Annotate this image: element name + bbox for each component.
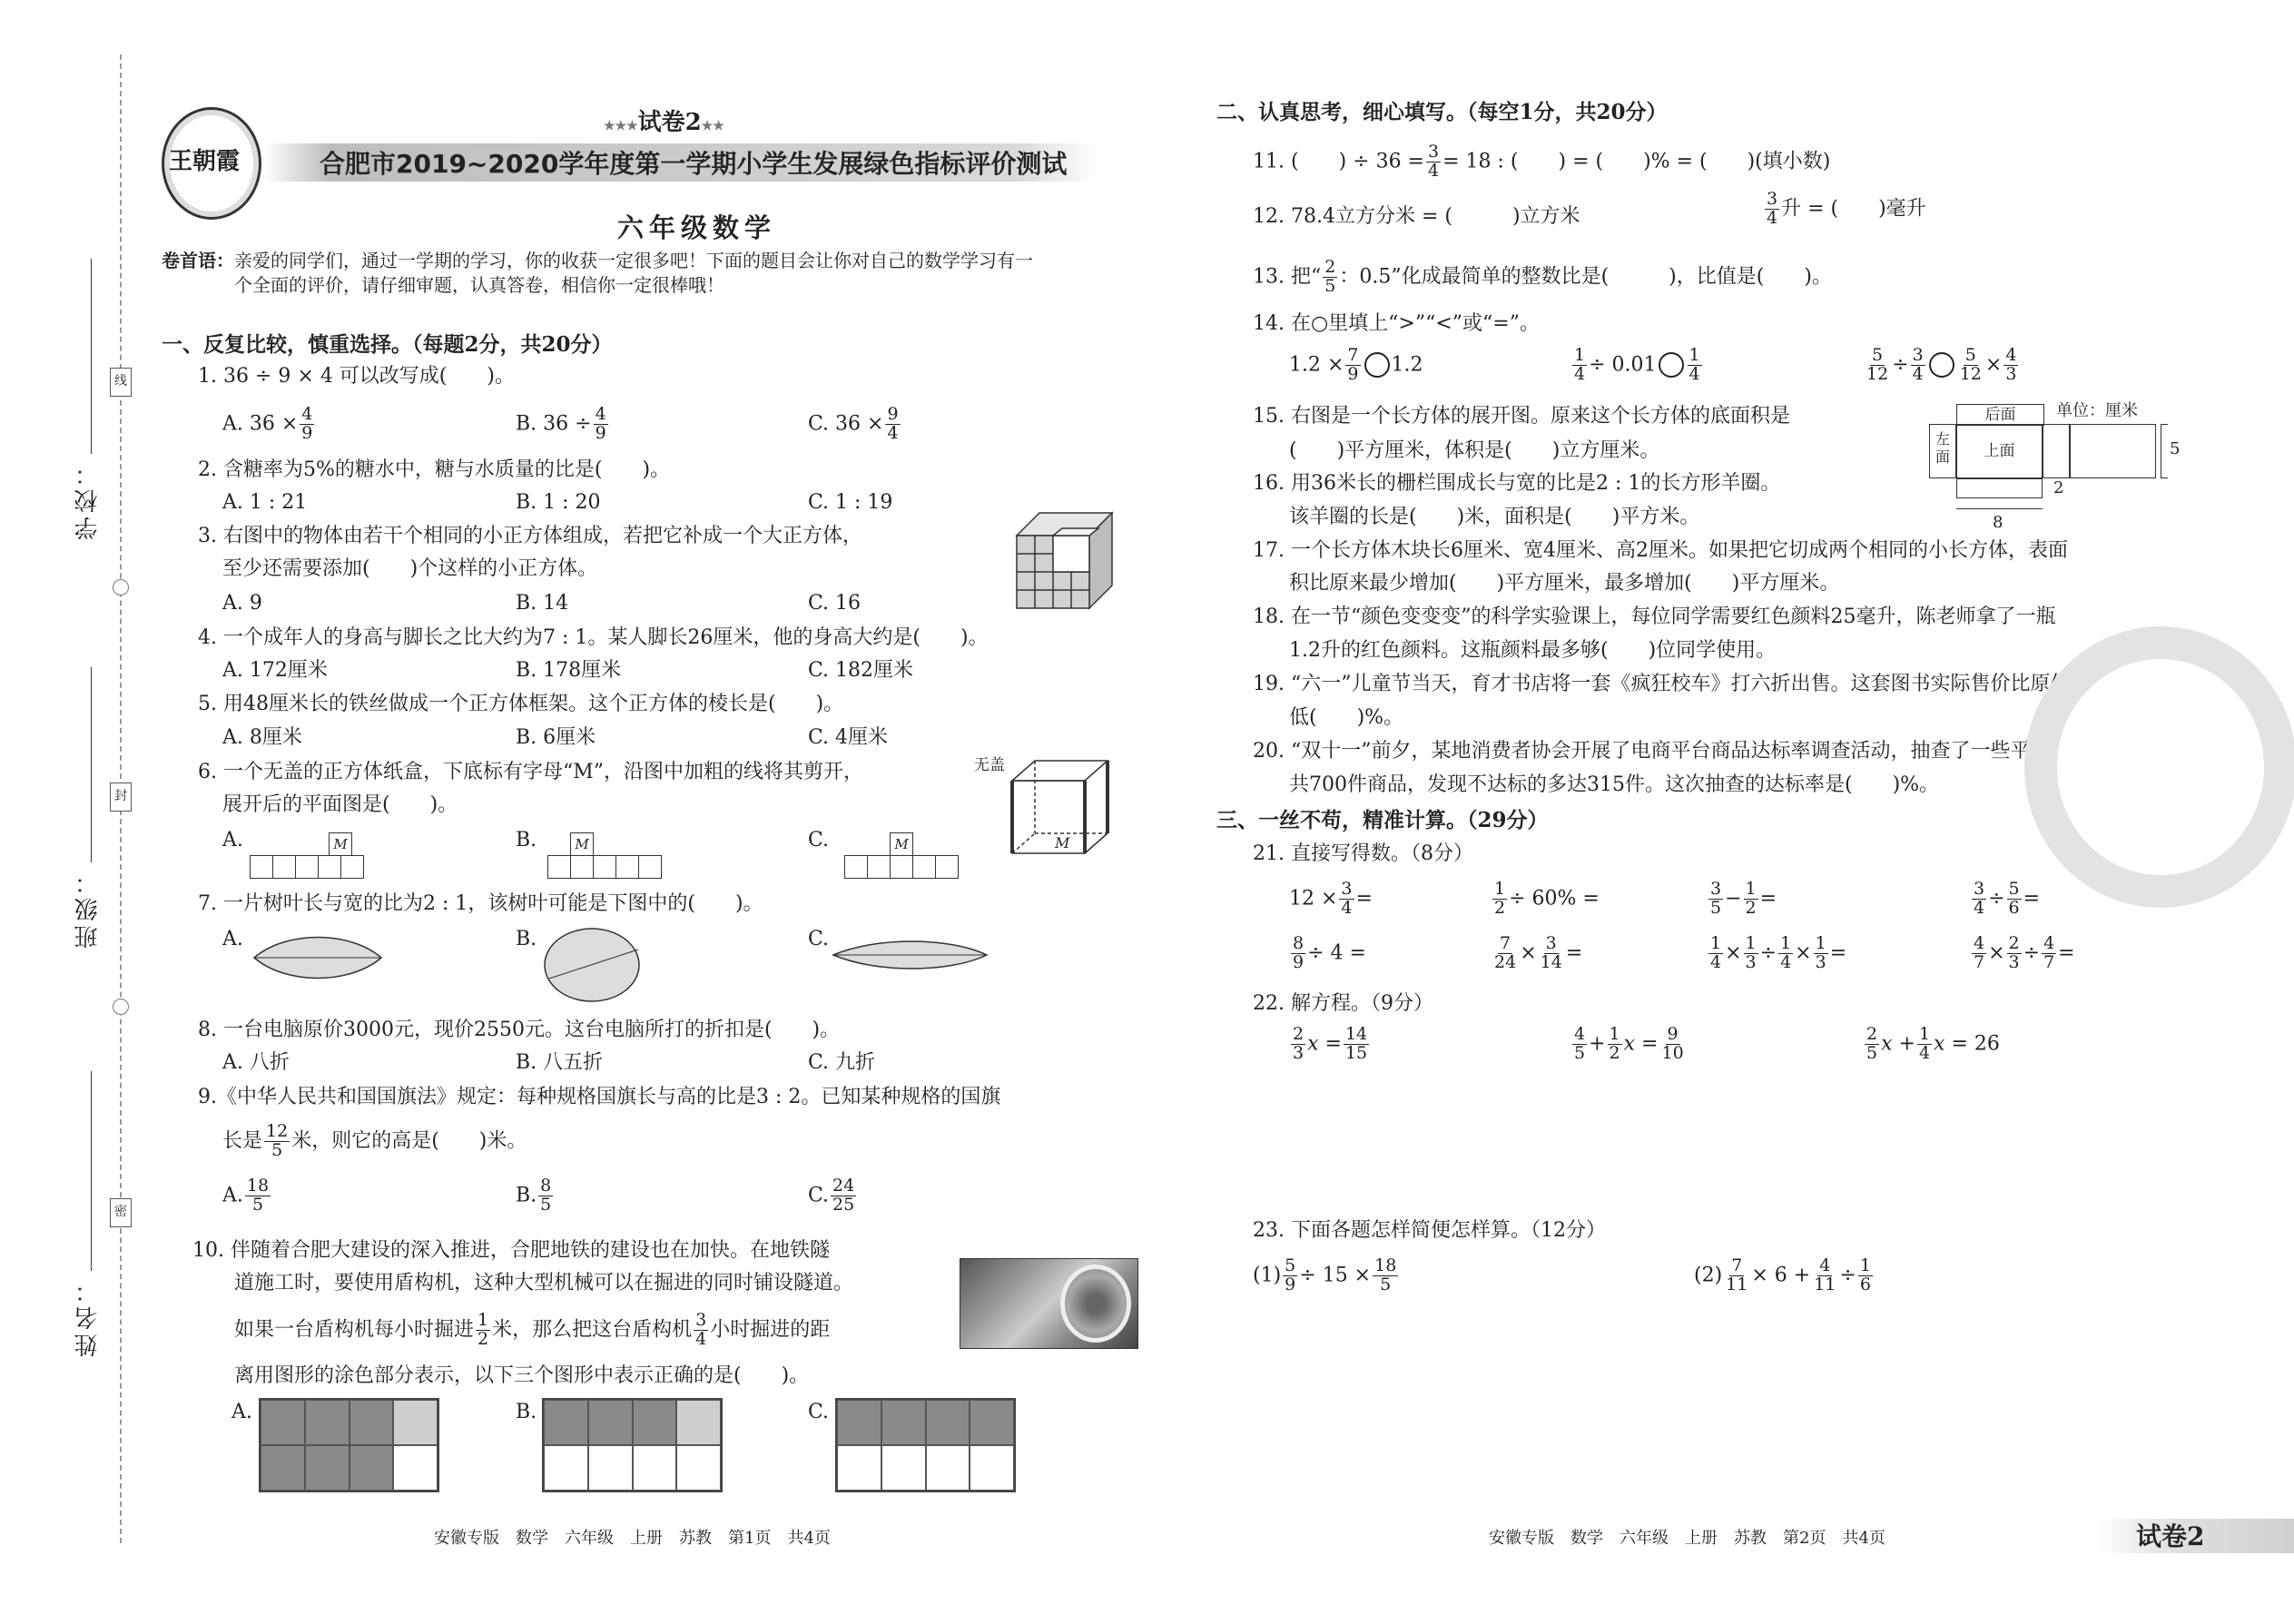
q17-text-2: 积比原来最少增加( )平方厘米，最多增加( )平方厘米。 <box>1289 572 1840 595</box>
q20-text: 20. “双十一”前夕，某地消费者协会开展了电商平台商品达标率调查活动，抽查了一些平台 <box>1253 740 2051 763</box>
q10-grid-c <box>835 1398 1016 1492</box>
q19-text: 19. “六一”儿童节当天，育才书店将一套《疯狂校车》打六折出售。这套图书实际售价比原价 <box>1253 673 2071 695</box>
compare-circle-icon[interactable] <box>1364 352 1390 378</box>
q9-option-a: A. $\frac{18}{5}$ <box>222 1176 270 1215</box>
leaf-a-icon <box>250 930 386 985</box>
q10-grid-a <box>259 1398 439 1492</box>
net-cell <box>912 855 936 879</box>
q14-item-1: 1.2 × $\frac{7}{9}$ 1.2 <box>1289 345 1423 384</box>
q1-option-c: C. 36 × $\frac{9}{4}$ <box>808 404 899 443</box>
net-cell <box>250 855 273 879</box>
q21-item-3: $\frac{3}{5}$ − $\frac{1}{2}$ = <box>1710 879 1777 918</box>
q19-text-2: 低( )%。 <box>1289 706 1404 729</box>
class-label: 班级： <box>74 867 102 949</box>
q2-option-c: C. 1 : 19 <box>808 491 893 514</box>
net-cell <box>935 855 959 879</box>
cube-stack-figure <box>1012 508 1117 613</box>
q5-option-b: B. 6厘米 <box>516 726 596 749</box>
q9-option-c: C. $\frac{24}{25}$ <box>808 1176 855 1215</box>
net-cell <box>318 855 341 879</box>
q12-text: 12. 78.4立方分米 = ( )立方米 <box>1253 205 1580 228</box>
q23-text: 23. 下面各题怎样简便怎样算。（12分） <box>1253 1219 1606 1242</box>
q22-eq-1: $\frac{2}{3}$ x = $\frac{14}{15}$ <box>1293 1024 1368 1063</box>
q7-text: 7. 一片树叶长与宽的比为2 : 1，该树叶可能是下图中的( )。 <box>198 892 763 915</box>
q4-option-c: C. 182厘米 <box>808 659 914 682</box>
q4-text: 4. 一个成年人的身高与脚长之比大约为7 : 1。某人脚长26厘米，他的身高大约是( )。 <box>198 626 989 649</box>
paper-tag: ★★★试卷2★★ <box>604 109 724 136</box>
q9-option-b: B. $\frac{8}{5}$ <box>516 1176 552 1215</box>
q14-item-2: $\frac{1}{4}$ ÷ 0.01 $\frac{1}{4}$ <box>1574 345 1700 384</box>
q22-eq-3: $\frac{2}{5}$ x + $\frac{1}{4}$ x = 26 <box>1866 1024 2000 1063</box>
q5-text: 5. 用48厘米长的铁丝做成一个正方体框架。这个正方体的棱长是( )。 <box>198 693 844 715</box>
binding-mark-seal: 封 <box>110 782 132 812</box>
q10-text: 10. 伴随着合肥大建设的深入推进，合肥地铁的建设也在加快。在地铁隧 <box>192 1239 830 1262</box>
q8-option-b: B. 八五折 <box>516 1051 604 1074</box>
q21-item-8: $\frac{4}{7}$ × $\frac{2}{3}$ ÷ $\frac{4}{7}$ = <box>1974 933 2075 972</box>
q23-item-1: (1) $\frac{5}{9}$ ÷ 15 × $\frac{18}{5}$ <box>1253 1255 1397 1294</box>
q21-item-5: $\frac{8}{9}$ ÷ 4 = <box>1293 933 1366 972</box>
q14-item-3: $\frac{5}{12}$ ÷ $\frac{3}{4}$ $\frac{5}{12}$ × $\frac{4}{3}$ <box>1866 345 2017 384</box>
q18-text-2: 1.2升的红色颜料。这瓶颜料最多够( )位同学使用。 <box>1289 639 1777 662</box>
dim-2-label: 2 <box>2053 478 2064 497</box>
q3-text-2: 至少还需要添加( )个这样的小正方体。 <box>222 557 598 580</box>
net-cell <box>844 855 868 879</box>
q1-text: 1. 36 ÷ 9 × 4 可以改写成( )。 <box>198 365 515 388</box>
q6-text-2: 展开后的平面图是( )。 <box>222 793 458 816</box>
q21-item-6: $\frac{7}{24}$ × $\frac{3}{14}$ = <box>1494 933 1583 972</box>
q2-option-a: A. 1 : 21 <box>222 491 308 514</box>
net-cell-m: M <box>570 832 594 856</box>
q10-text-3: 如果一台盾构机每小时掘进 $\frac{1}{2}$ 米，那么把这台盾构机 $\frac{3}{4}$ 小时掘进的距 <box>234 1310 831 1349</box>
q3-option-a: A. 9 <box>222 592 262 615</box>
q10-option-a: A. <box>231 1401 252 1423</box>
net-cell <box>890 855 913 879</box>
leaf-c-icon <box>831 935 989 976</box>
compare-circle-icon[interactable] <box>1929 352 1954 378</box>
face-bottom <box>2070 424 2156 478</box>
q15-text-2: ( )平方厘米，体积是( )立方厘米。 <box>1289 439 1660 462</box>
binding-hole-icon <box>113 579 129 595</box>
net-cell <box>867 855 891 879</box>
q4-option-b: B. 178厘米 <box>516 659 622 682</box>
leaf-b-icon <box>540 924 645 1006</box>
footer-right: 安徽专版 数学 六年级 上册 苏教 第2页 共4页 <box>1489 1529 1885 1548</box>
svg-text:M: M <box>1055 834 1070 851</box>
subject-title: 六年级数学 <box>617 212 777 243</box>
q16-text: 16. 用36米长的栅栏围成长与宽的比是2 : 1的长方形羊圈。 <box>1253 472 1781 495</box>
section-2-heading: 二、认真思考，细心填写。（每空1分，共20分） <box>1216 100 1668 124</box>
binding-mark-line: 线 <box>110 368 132 397</box>
q2-text: 2. 含糖率为5%的糖水中，糖与水质量的比是( )。 <box>198 458 671 481</box>
q6-text: 6. 一个无盖的正方体纸盒，下底标有字母“M”，沿图中加粗的线将其剪开， <box>198 761 864 783</box>
face-right <box>2043 424 2070 478</box>
q21-item-1: 12 × $\frac{3}{4}$ = <box>1289 879 1373 918</box>
q10-text-4: 离用图形的涂色部分表示，以下三个图形中表示正确的是( )。 <box>234 1364 810 1387</box>
q6-option-b: B. <box>516 829 537 851</box>
q7-option-a: A. <box>222 928 243 950</box>
q3-option-b: B. 14 <box>516 592 569 615</box>
q8-option-c: C. 九折 <box>808 1051 876 1074</box>
q2-option-b: B. 1 : 20 <box>516 491 601 514</box>
q21-item-2: $\frac{1}{2}$ ÷ 60% = <box>1494 879 1600 918</box>
net-cell <box>295 855 319 879</box>
intro-text: 卷首语：亲爱的同学们，通过一学期的学习，你的收获一定很多吧！下面的题目会让你对自己的数学学习有一 <box>162 250 1033 271</box>
school-field[interactable] <box>91 259 92 454</box>
q9-text: 9.《中华人民共和国国旗法》规定：每种规格国旗长与高的比是3 : 2。已知某种规格的国旗 <box>198 1086 1001 1108</box>
q14-text: 14. 在○里填上“>”“<”或“=”。 <box>1253 312 1540 335</box>
face-left: 左面 <box>1929 424 1956 478</box>
dim-line-8 <box>1956 508 2043 509</box>
q6-lid-label: 无盖 <box>974 756 1005 774</box>
net-cell <box>340 855 364 879</box>
q15-unit-label: 单位：厘米 <box>2056 401 2138 420</box>
tunnel-machine-photo <box>960 1258 1138 1349</box>
q8-text: 8. 一台电脑原价3000元，现价2550元。这台电脑所打的折扣是( )。 <box>198 1019 841 1041</box>
q20-text-2: 共700件商品，发现不达标的多达315件。这次抽查的达标率是( )%。 <box>1289 773 1940 796</box>
q12-text-2: $\frac{3}{4}$ 升 = ( )毫升 <box>1767 189 1926 228</box>
net-cell <box>272 855 296 879</box>
net-cell <box>570 855 594 879</box>
section-1-heading: 一、反复比较，慎重选择。（每题2分，共20分） <box>162 332 613 357</box>
q10-text-2: 道施工时，要使用盾构机，这种大型机械可以在掘进的同时铺设隧道。 <box>234 1272 854 1294</box>
compare-circle-icon[interactable] <box>1659 352 1684 378</box>
section-3-heading: 三、一丝不苟，精准计算。（29分） <box>1216 808 1549 832</box>
q10-option-c: C. <box>808 1401 830 1423</box>
footer-left: 安徽专版 数学 六年级 上册 苏教 第1页 共4页 <box>434 1529 831 1548</box>
q18-text: 18. 在一节“颜色变变变”的科学实验课上，每位同学需要红色颜料25毫升，陈老师拿了一瓶 <box>1253 605 2056 628</box>
q4-option-a: A. 172厘米 <box>222 659 328 682</box>
net-cell <box>593 855 616 879</box>
net-cell <box>547 855 571 879</box>
net-cell-m: M <box>890 832 913 856</box>
dim-line-5 <box>2161 424 2168 478</box>
q13-text: 13. 把“ $\frac{2}{5}$ ：0.5”化成最简单的整数比是( )，比值是( )。 <box>1253 257 1832 296</box>
q6-option-a: A. <box>222 829 243 851</box>
q5-option-a: A. 8厘米 <box>222 726 302 749</box>
face-back: 后面 <box>1956 404 2044 426</box>
name-field[interactable] <box>91 1071 92 1271</box>
q22-text: 22. 解方程。（9分） <box>1253 992 1433 1015</box>
q10-option-b: B. <box>516 1401 537 1423</box>
q16-text-2: 该羊圈的长是( )米，面积是( )平方米。 <box>1289 506 1700 528</box>
q17-text: 17. 一个长方体木块长6厘米、宽4厘米、高2厘米。如果把它切成两个相同的小长方体，表面 <box>1253 539 2068 562</box>
name-label: 姓名： <box>74 1275 102 1357</box>
q10-grid-b <box>542 1398 723 1492</box>
q22-eq-2: $\frac{4}{5}$ + $\frac{1}{2}$ x = $\frac{9}{10}$ <box>1574 1024 1684 1063</box>
q21-text: 21. 直接写得数。（8分） <box>1253 842 1473 865</box>
q3-option-c: C. 16 <box>808 592 861 615</box>
q7-option-b: B. <box>516 928 537 950</box>
dim-8-label: 8 <box>1993 513 2004 532</box>
q6-option-c: C. <box>808 829 830 851</box>
open-box-figure <box>1008 753 1117 862</box>
q21-item-4: $\frac{3}{4}$ ÷ $\frac{5}{6}$ = <box>1974 879 2041 918</box>
net-cell <box>615 855 639 879</box>
dim-5-label: 5 <box>2170 439 2181 458</box>
watermark-seal-icon <box>2024 626 2294 908</box>
face-top: 上面 <box>1956 424 2043 478</box>
q15-text: 15. 右图是一个长方体的展开图。原来这个长方体的底面积是 <box>1253 405 1790 428</box>
q5-option-c: C. 4厘米 <box>808 726 889 749</box>
school-label: 学校： <box>74 458 102 540</box>
net-cell <box>638 855 662 879</box>
intro-text-2: 个全面的评价，请仔细审题，认真答卷，相信你一定很棒哦！ <box>234 274 724 296</box>
q1-option-b: B. 36 ÷ $\frac{4}{9}$ <box>516 404 606 443</box>
q3-text: 3. 右图中的物体由若干个相同的小正方体组成，若把它补成一个大正方体， <box>198 525 862 547</box>
q8-option-a: A. 八折 <box>222 1051 290 1074</box>
binding-mark-secret: 密 <box>110 1198 132 1227</box>
footer-tag: 试卷2 <box>2136 1521 2205 1551</box>
net-cell-m: M <box>329 832 352 856</box>
q7-option-c: C. <box>808 928 830 950</box>
q1-option-a: A. 36 × $\frac{4}{9}$ <box>222 404 313 443</box>
q11-text: 11. ( ) ÷ 36 = $\frac{3}{4}$ = 18 : ( ) = ( )% = ( )(填小数) <box>1253 142 1831 181</box>
q23-item-2: (2) $\frac{7}{11}$ × 6 + $\frac{4}{11}$ ÷ $\frac{1}{6}$ <box>1694 1255 1871 1294</box>
logo-text: 王朝霞 <box>169 148 241 175</box>
binding-hole-icon <box>113 999 129 1015</box>
paper-title: 合肥市2019~2020学年度第一学期小学生发展绿色指标评价测试 <box>320 149 1068 179</box>
q21-item-7: $\frac{1}{4}$ × $\frac{1}{3}$ ÷ $\frac{1}{4}$ × $\frac{1}{3}$ = <box>1710 933 1847 972</box>
q9-text-2: 长是 $\frac{12}{5}$ 米，则它的高是( )米。 <box>222 1121 527 1160</box>
face-front <box>1956 478 2043 498</box>
class-field[interactable] <box>91 667 92 862</box>
